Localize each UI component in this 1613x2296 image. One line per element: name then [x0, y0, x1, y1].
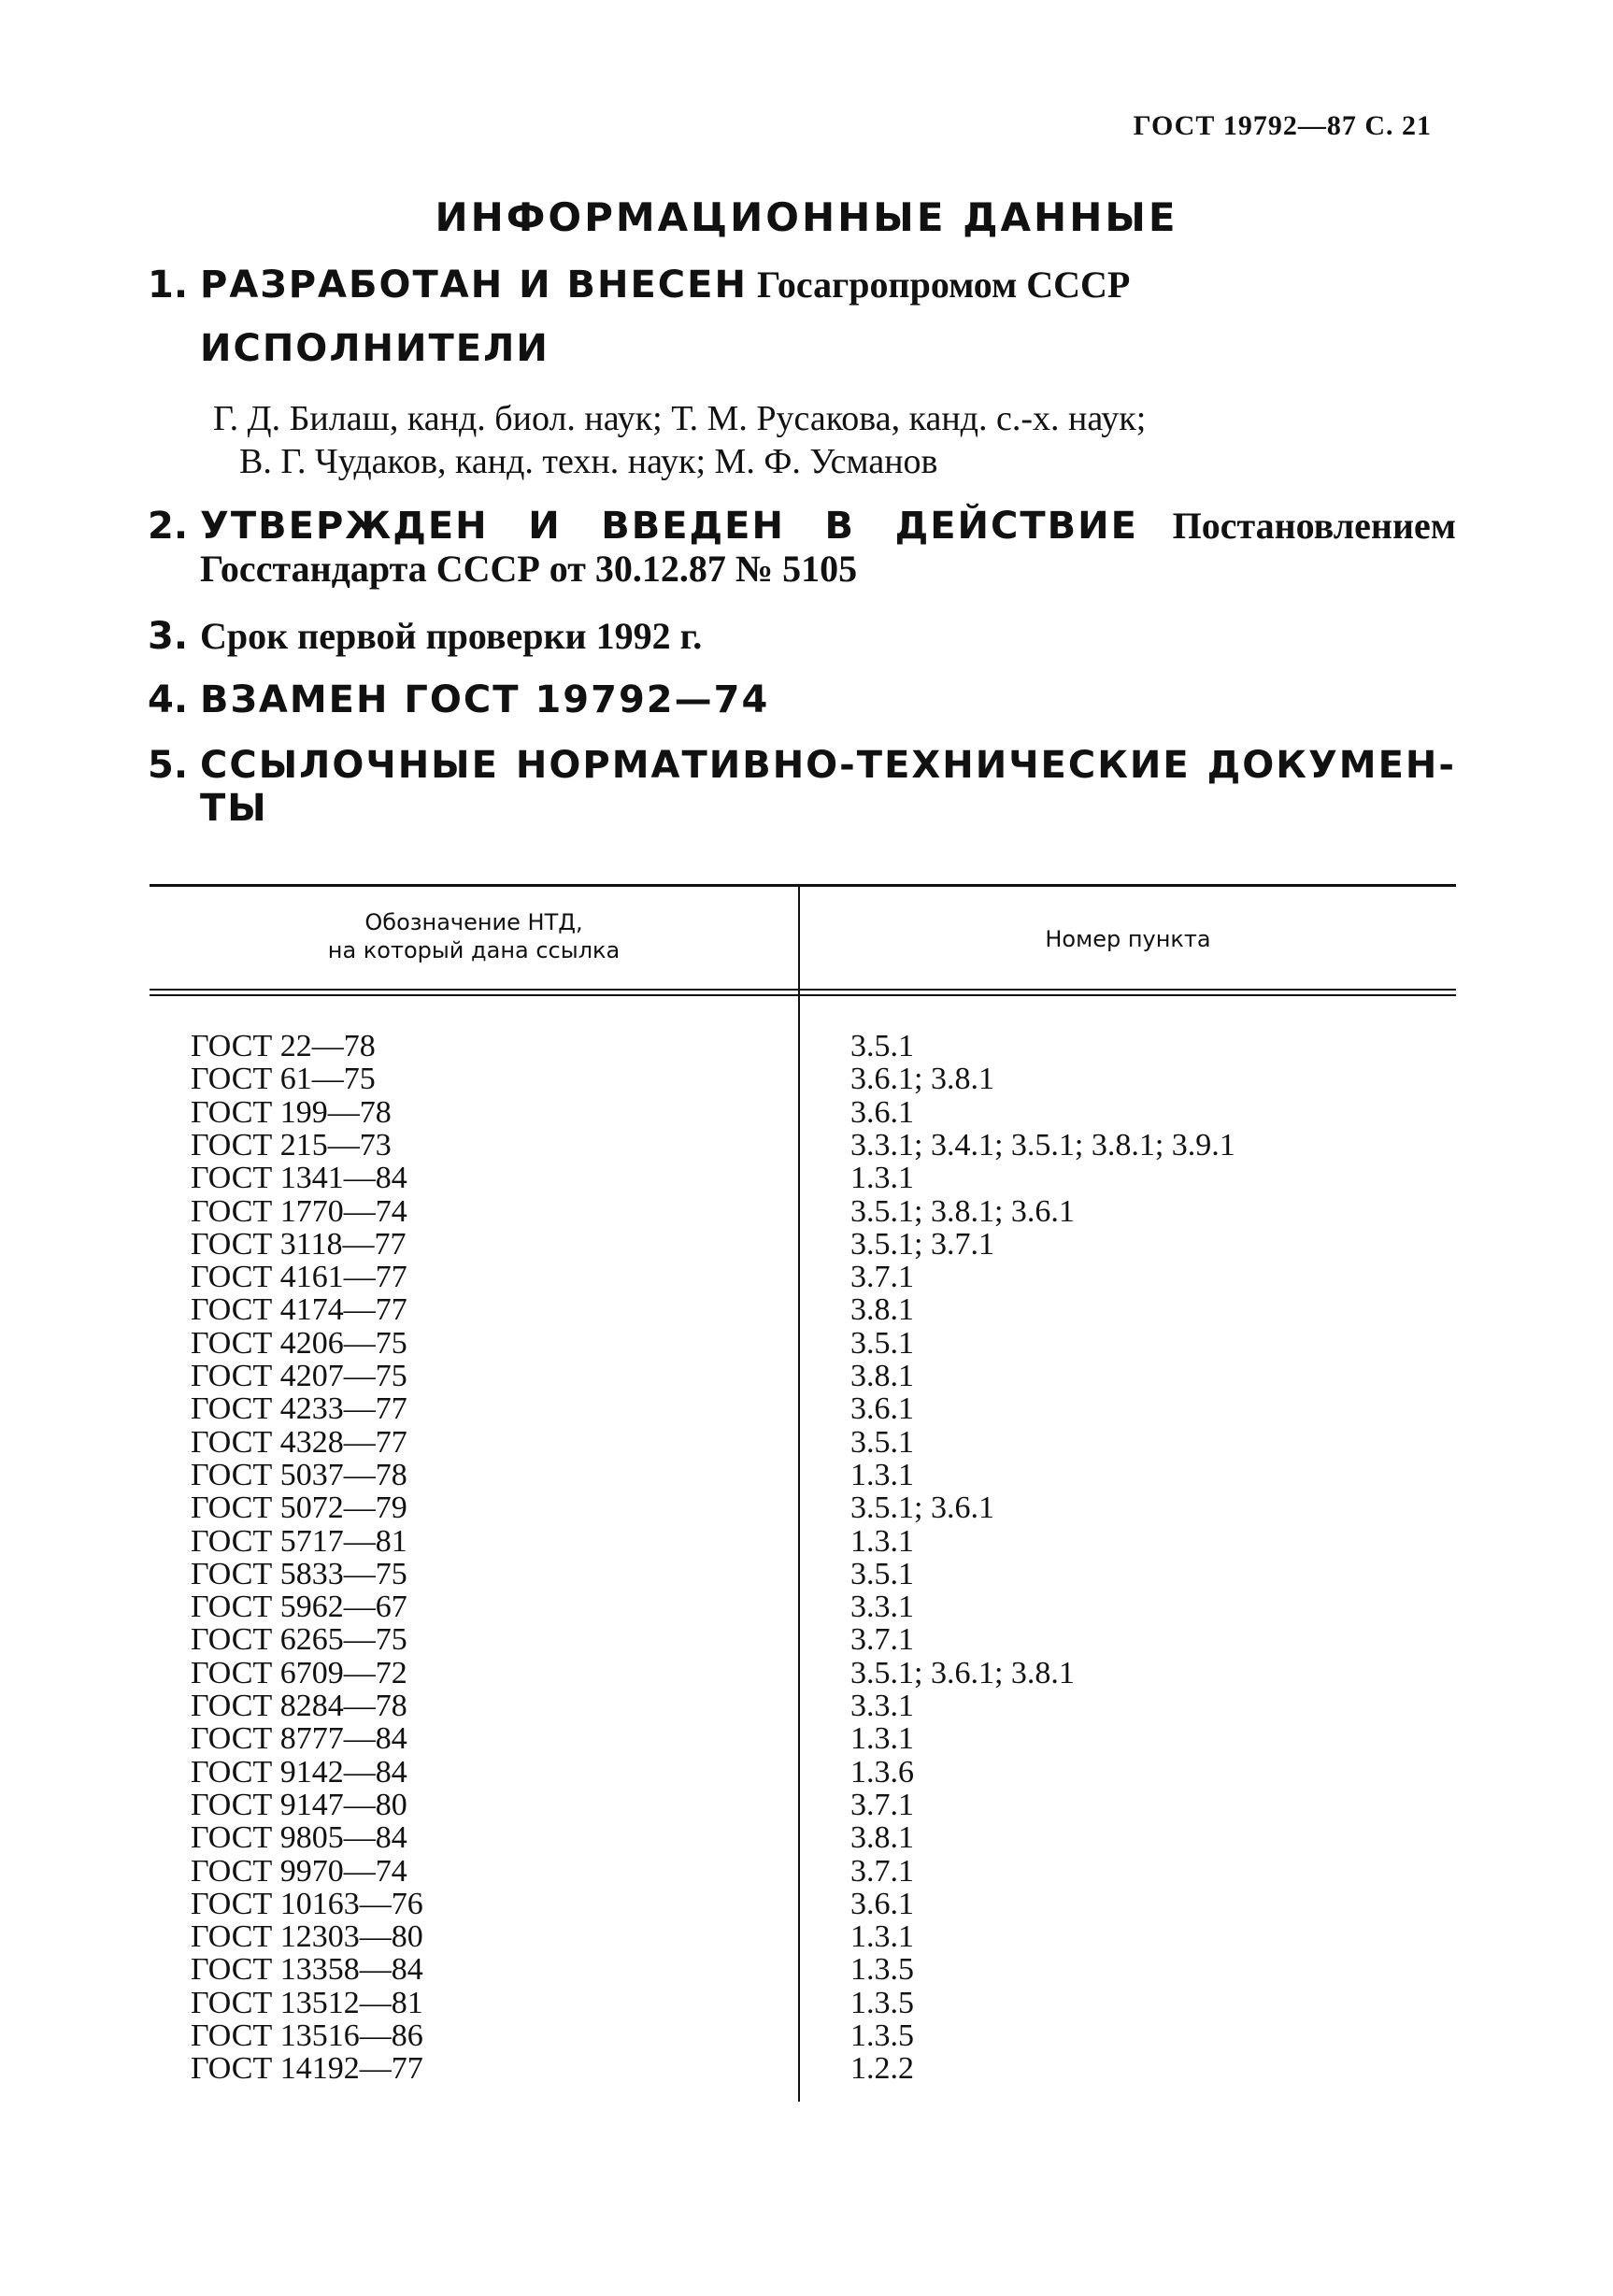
row-document: ГОСТ 4174—77 — [191, 1292, 407, 1328]
row-clause: 3.7.1 — [850, 1787, 914, 1822]
row-clause: 1.3.1 — [850, 1457, 914, 1492]
row-clause: 3.5.1; 3.6.1 — [850, 1490, 994, 1526]
row-clause: 3.5.1 — [850, 1424, 914, 1460]
row-clause: 1.3.1 — [850, 1919, 914, 1955]
row-document: ГОСТ 4161—77 — [191, 1260, 407, 1295]
row-clause: 3.5.1; 3.6.1; 3.8.1 — [850, 1655, 1075, 1690]
row-clause: 1.3.5 — [850, 1952, 914, 1988]
item-line-1 — [200, 505, 1456, 548]
row-clause: 3.6.1 — [850, 1886, 914, 1921]
executors-heading: ИСПОЛНИТЕЛИ — [200, 327, 550, 370]
row-document: ГОСТ 14192—77 — [191, 2051, 423, 2087]
row-clause: 1.3.1 — [850, 1523, 914, 1559]
row-clause: 3.5.1; 3.8.1; 3.6.1 — [850, 1193, 1075, 1229]
executors-heading-row — [148, 327, 1456, 370]
item-number: 5. — [148, 744, 189, 787]
row-clause: 3.8.1 — [850, 1820, 914, 1856]
item-caps: РАЗРАБОТАН И ВНЕСЕН — [200, 264, 748, 307]
info-item-4 — [148, 678, 1456, 721]
item-number: 2. — [148, 505, 189, 548]
row-clause: 1.3.5 — [850, 2018, 914, 2053]
item-number: 3. — [148, 615, 189, 658]
row-clause: 3.5.1; 3.7.1 — [850, 1226, 994, 1262]
row-clause: 3.5.1 — [850, 1325, 914, 1361]
row-clause: 3.5.1 — [850, 1029, 914, 1063]
row-document: ГОСТ 13358—84 — [191, 1952, 423, 1988]
item-caps: УТВЕРЖДЕН И ВВЕДЕН В ДЕЙСТВИЕ — [200, 505, 1138, 548]
table-header-designation — [150, 908, 798, 964]
row-document: ГОСТ 4328—77 — [191, 1424, 407, 1460]
row-document: ГОСТ 5072—79 — [191, 1490, 407, 1526]
page-header: ГОСТ 19792—87 С. 21 — [1133, 110, 1432, 141]
row-document: ГОСТ 9805—84 — [191, 1820, 407, 1856]
row-clause: 3.6.1; 3.8.1 — [850, 1062, 994, 1097]
row-document: ГОСТ 5833—75 — [191, 1556, 407, 1591]
row-clause: 3.5.1 — [850, 1556, 914, 1591]
row-clause: 3.6.1 — [850, 1094, 914, 1130]
row-clause: 3.6.1 — [850, 1391, 914, 1427]
item-caps: ССЫЛОЧНЫЕ НОРМАТИВНО-ТЕХНИЧЕСКИЕ ДОКУМЕН- — [200, 744, 1456, 787]
info-item-1 — [148, 264, 1456, 307]
item-caps-2: ТЫ — [200, 787, 268, 830]
row-document: ГОСТ 61—75 — [191, 1062, 376, 1097]
row-document: ГОСТ 9147—80 — [191, 1787, 407, 1822]
executors-line-2: В. Г. Чудаков, канд. техн. наук; М. Ф. Усманов — [239, 442, 938, 481]
row-document: ГОСТ 22—78 — [191, 1029, 376, 1063]
row-document: ГОСТ 199—78 — [191, 1094, 392, 1130]
table-column-divider — [798, 887, 800, 2102]
executors-list — [213, 397, 1456, 483]
executors-line-1: Г. Д. Билаш, канд. биол. наук; Т. М. Русакова, канд. с.-х. наук; — [213, 399, 1147, 438]
table-header-designation-line-1: Обозначение НТД, — [364, 909, 583, 935]
table-header-rule-2 — [150, 994, 1456, 996]
item-text: Срок первой проверки 1992 г. — [200, 615, 703, 657]
item-text: Постановлением — [1172, 505, 1456, 547]
row-document: ГОСТ 5962—67 — [191, 1590, 407, 1625]
row-document: ГОСТ 4206—75 — [191, 1325, 407, 1361]
row-clause: 1.3.5 — [850, 1985, 914, 2020]
row-document: ГОСТ 9142—84 — [191, 1754, 407, 1790]
row-document: ГОСТ 10163—76 — [191, 1886, 423, 1921]
row-clause: 3.3.1; 3.4.1; 3.5.1; 3.8.1; 3.9.1 — [850, 1127, 1235, 1162]
row-document: ГОСТ 1341—84 — [191, 1161, 407, 1196]
row-document: ГОСТ 3118—77 — [191, 1226, 407, 1262]
row-document: ГОСТ 8284—78 — [191, 1689, 407, 1723]
row-document: ГОСТ 5717—81 — [191, 1523, 407, 1559]
table-header-designation-line-2: на который дана ссылка — [327, 937, 621, 963]
row-clause: 3.7.1 — [850, 1260, 914, 1295]
row-document: ГОСТ 215—73 — [191, 1127, 392, 1162]
row-clause: 1.2.2 — [850, 2051, 914, 2087]
info-item-5 — [148, 744, 1456, 830]
row-clause: 3.7.1 — [850, 1853, 914, 1889]
item-caps: ВЗАМЕН ГОСТ 19792—74 — [200, 678, 770, 721]
page-title: ИНФОРМАЦИОННЫЕ ДАННЫЕ — [435, 194, 1178, 240]
row-document: ГОСТ 13512—81 — [191, 1985, 423, 2020]
table-top-rule — [150, 884, 1456, 887]
row-clause: 1.3.1 — [850, 1721, 914, 1757]
table-header-clause: Номер пункта — [1045, 926, 1211, 952]
item-text-2: Госстандарта СССР от 30.12.87 № 5105 — [200, 548, 858, 590]
row-clause: 3.8.1 — [850, 1292, 914, 1328]
row-document: ГОСТ 4207—75 — [191, 1359, 407, 1393]
item-number: 1. — [148, 264, 189, 307]
info-item-3 — [148, 615, 1456, 658]
row-document: ГОСТ 4233—77 — [191, 1391, 407, 1427]
row-document: ГОСТ 9970—74 — [191, 1853, 407, 1889]
row-clause: 1.3.6 — [850, 1754, 914, 1790]
row-document: ГОСТ 1770—74 — [191, 1193, 407, 1229]
table-header-rule-1 — [150, 989, 1456, 991]
row-clause: 3.7.1 — [850, 1622, 914, 1658]
row-document: ГОСТ 8777—84 — [191, 1721, 407, 1757]
row-clause: 3.8.1 — [850, 1359, 914, 1393]
item-number: 4. — [148, 678, 189, 721]
row-clause: 3.3.1 — [850, 1590, 914, 1625]
row-clause: 3.3.1 — [850, 1689, 914, 1723]
row-document: ГОСТ 12303—80 — [191, 1919, 423, 1955]
row-document: ГОСТ 5037—78 — [191, 1457, 407, 1492]
info-item-2 — [148, 505, 1456, 591]
row-document: ГОСТ 6709—72 — [191, 1655, 407, 1690]
item-text: Госагропромом СССР — [756, 264, 1131, 306]
row-clause: 1.3.1 — [850, 1161, 914, 1196]
row-document: ГОСТ 6265—75 — [191, 1622, 407, 1658]
row-document: ГОСТ 13516—86 — [191, 2018, 423, 2053]
